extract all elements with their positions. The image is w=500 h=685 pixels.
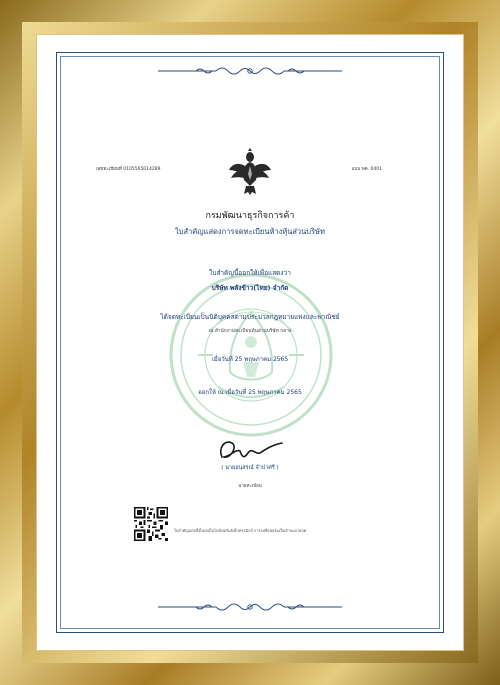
certificate-intro: ใบสำคัญนี้ออกให้เพื่อแสดงว่า <box>209 269 291 277</box>
department-name: กรมพัฒนาธุรกิจการค้า <box>205 211 295 221</box>
registration-statement: ได้จดทะเบียนเป็นนิติบุคคลตามประมวลกฎหมายแพ่งและพาณิชย์ <box>160 313 340 321</box>
certificate-title: ใบสำคัญแสดงการจดทะเบียนห้างหุ้นส่วนบริษัท <box>175 227 325 236</box>
registrar-title: นายทะเบียน <box>238 484 262 489</box>
issued-date: ออกให้ ณ เมื่อวันที่ 25 พฤษภาคม 2565 <box>198 389 302 396</box>
registrar-signature <box>214 435 288 465</box>
form-reference: แบบ พค. 0401 <box>351 167 382 172</box>
company-name: บริษัท พลังข้าว(ไทย) จำกัด <box>211 284 289 292</box>
registration-date: เมื่อวันที่ 25 พฤษภาคม 2565 <box>211 356 289 363</box>
qr-code-icon[interactable] <box>134 507 168 541</box>
registration-office: ณ สำนักงานทะเบียนหุ้นส่วนบริษัท กลาง <box>208 329 292 334</box>
registrar-name: ( นายอนุสรณ์ จำปาศรี ) <box>221 465 279 471</box>
registration-number: เลขทะเบียนที่ 0105565014289 <box>96 167 161 172</box>
certificate-paper <box>36 34 464 651</box>
electronic-document-note: ใบสำคัญฉบับนี้ตั้งแต่เป็นไฟล์ฟอร์มอิเล็กทรอนิกส์ การลงชื่อฟอร์มเป็นลำบมบายลค <box>174 528 307 533</box>
garuda-emblem-icon <box>228 148 272 196</box>
top-ornament-icon <box>156 64 344 78</box>
bottom-ornament-icon <box>156 600 344 614</box>
